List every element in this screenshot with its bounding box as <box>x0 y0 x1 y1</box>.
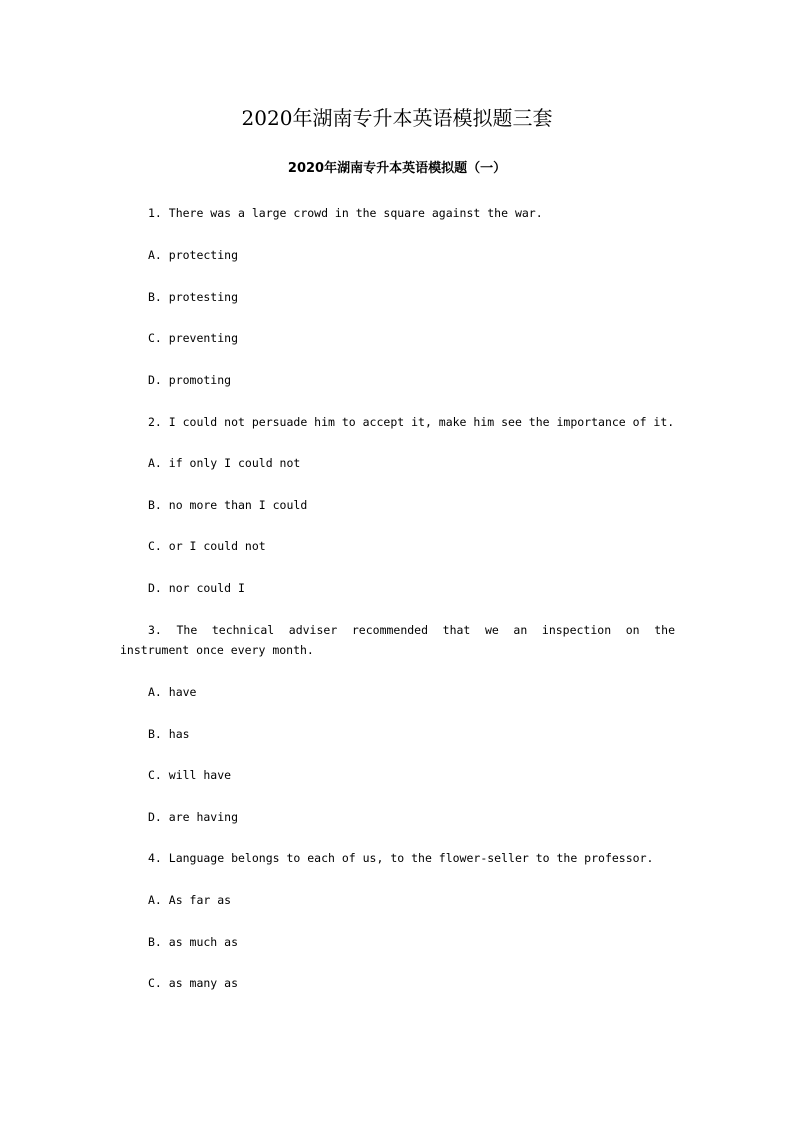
question-3-option-a: A. have <box>148 685 197 699</box>
question-1-stem: 1. There was a large crowd in the square against the war. <box>148 206 543 220</box>
question-1-option-a: A. protecting <box>148 248 239 262</box>
question-2-stem: 2. I could not persuade him to accept it, make him see the importance of it. <box>148 415 675 429</box>
question-4-option-a: A. As far as <box>148 893 232 907</box>
section-title: 2020年湖南专升本英语模拟题（一） <box>287 161 507 176</box>
question-1-option-b: B. protesting <box>148 290 239 304</box>
question-4-option-b: B. as much as <box>148 935 239 949</box>
question-3-option-b: B. has <box>148 727 190 741</box>
question-3-stem-line-1: 3. The technical adviser recommended that we an inspection on the <box>148 623 675 637</box>
question-3-option-c: C. will have <box>148 768 232 782</box>
question-1-option-d: D. promoting <box>148 373 232 387</box>
question-2-option-d: D. nor could I <box>148 581 245 595</box>
question-3-stem-line-2: instrument once every month. <box>120 643 314 657</box>
question-2-option-c: C. or I could not <box>148 539 266 553</box>
document-title: 2020年湖南专升本英语模拟题三套 <box>241 106 553 130</box>
question-2-option-a: A. if only I could not <box>148 456 301 470</box>
question-4-stem: 4. Language belongs to each of us, to the flower-seller to the professor. <box>148 851 654 865</box>
question-4-option-c: C. as many as <box>148 976 239 990</box>
question-1-option-c: C. preventing <box>148 331 239 345</box>
question-3-option-d: D. are having <box>148 810 239 824</box>
question-2-option-b: B. no more than I could <box>148 498 308 512</box>
